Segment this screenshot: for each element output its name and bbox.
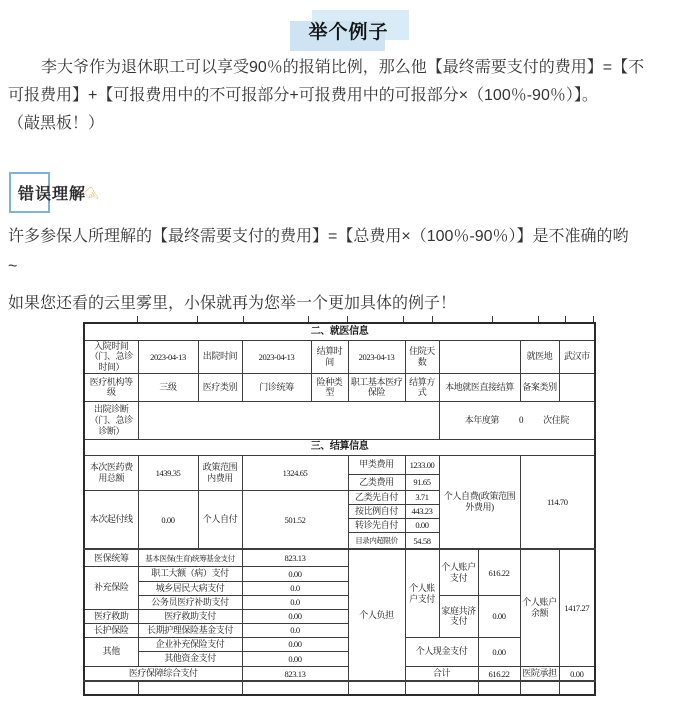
settle-deductible-value: 0.00: [138, 490, 198, 549]
title-bar: [0, 12, 697, 49]
cropped-row-cell: [478, 681, 520, 695]
settle-out-label: 个人自费(政策范围外费用): [439, 455, 520, 549]
cropped-row-cell: [559, 681, 595, 695]
detail-value: 443.23: [405, 504, 439, 518]
visit-r3-blank: [138, 401, 439, 439]
visit-r2-c2: 三级: [138, 373, 198, 401]
cropped-row-cell: [242, 681, 348, 695]
pay-ltc-item: 长期护理保险基金支付: [138, 623, 242, 637]
visit-r1-c7: 住院天数: [405, 340, 439, 373]
text-line: ~: [8, 258, 18, 275]
visit-r1-c1: 入院时间（门、急诊时间）: [84, 340, 138, 373]
pay-account-group-label: 个人账户支付: [405, 549, 439, 637]
settle-total-value: 1439.35: [138, 455, 198, 490]
visit-r2-c6: 职工基本医疗保险: [348, 373, 405, 401]
text-line: 如果您还看的云里雾里，小保就再为您举一个更加具体的例子！: [8, 295, 457, 312]
settle-policy-value: 1324.65: [242, 455, 348, 490]
pay-total-label: 合计: [405, 666, 478, 681]
pay-balance-label: 个人账户余额: [520, 549, 559, 666]
visit-r1-c5: 结算时间: [311, 340, 348, 373]
visit-r2-c5: 险种类型: [311, 373, 348, 401]
cropped-row-cell: [405, 681, 478, 695]
pay-family-label: 家庭共济支付: [439, 595, 478, 637]
visit-r1-c2: 2023-04-13: [138, 340, 198, 373]
pay-supp-item: 城乡居民大病支付: [138, 581, 242, 595]
settlement-scan-table: [83, 322, 596, 696]
text-line: 许多参保人所理解的【最终需要支付的费用】=【总费用×（100％-90％）】是不准确的哟: [8, 228, 629, 245]
pay-other-value: 0.00: [242, 637, 348, 651]
visit-r2-c9: 备案类别: [520, 373, 559, 401]
settle-selfpay-value: 501.52: [242, 490, 348, 549]
year-count-value: 0: [519, 414, 524, 425]
pay-total-value: 616.22: [478, 666, 520, 681]
visit-r1-c9: 就医地: [520, 340, 559, 373]
visit-r2-c10: [559, 373, 595, 401]
visit-r1-c3: 出院时间: [198, 340, 242, 373]
text-line: 李大爷作为退休职工可以享受90％的报销比例，那么他【最终需要支付的费用】=【不: [41, 59, 645, 76]
settle-deductible-label: 本次起付线: [84, 490, 138, 549]
visit-r3-label: 出院诊断（门、急诊诊断）: [84, 401, 138, 439]
settle-policy-label: 政策范围内费用: [198, 455, 242, 490]
detail-label: 乙类先自付: [348, 490, 405, 504]
visit-r2-c4: 门诊统筹: [242, 373, 311, 401]
pay-other-item: 其他资金支付: [138, 651, 242, 666]
section2-title: 二、就医信息: [84, 323, 595, 340]
visit-r1-c4: 2023-04-13: [242, 340, 311, 373]
detail-label: 甲类费用: [348, 455, 405, 474]
pay-supp-value: 0.0: [242, 595, 348, 609]
pay-supp-value: 0.00: [242, 566, 348, 581]
pay-other-value: 0.00: [242, 651, 348, 666]
pay-supp-item: 公务员医疗补助支付: [138, 595, 242, 609]
pay-cash-label: 个人现金支付: [405, 637, 478, 666]
visit-r3-note: [439, 401, 595, 439]
pay-cash-value: 0.00: [478, 637, 520, 666]
detail-value: 54.58: [405, 532, 439, 549]
pay-aid-value: 0.00: [242, 609, 348, 623]
cropped-row-cell: [84, 681, 138, 695]
settle-total-label: 本次医药费用总额: [84, 455, 138, 490]
pay-ltc-value: 0.0: [242, 623, 348, 637]
detail-label: 按比例自付: [348, 504, 405, 518]
transition-paragraph: [8, 290, 686, 318]
pay-pooled-item: 基本医保(生育)统筹基金支付: [138, 549, 242, 566]
visit-r2-c7: 结算方式: [405, 373, 439, 401]
settle-out-value: 114.70: [520, 455, 595, 549]
text-line: （敲黑板！）: [8, 115, 105, 132]
visit-r1-c6: 2023-04-13: [348, 340, 405, 373]
visit-r1-c8: [439, 340, 520, 373]
pay-other-label: 其他: [84, 637, 138, 666]
pay-ltc-label: 长护保险: [84, 623, 138, 637]
detail-label: 目录内超限价: [348, 532, 405, 549]
detail-label: 转诊先自付: [348, 518, 405, 532]
cropped-row-cell: [520, 681, 559, 695]
detail-value: 0.00: [405, 518, 439, 532]
section3-title: 三、结算信息: [84, 439, 595, 455]
pay-combined-value: 823.13: [242, 666, 348, 681]
visit-r2-c3: 医疗类别: [198, 373, 242, 401]
year-count-suffix: 次住院: [543, 414, 569, 425]
cropped-row-cell: [348, 681, 405, 695]
pay-aid-item: 医疗救助支付: [138, 609, 242, 623]
pay-family-value: 0.00: [478, 595, 520, 637]
pay-supp-label: 补充保险: [84, 566, 138, 609]
pay-balance-value: 1417.27: [559, 549, 595, 666]
pay-combined-label: 医疗保障综合支付: [84, 666, 242, 681]
detail-value: 91.65: [405, 474, 439, 490]
visit-r2-c1: 医疗机构等级: [84, 373, 138, 401]
pay-aid-label: 医疗救助: [84, 609, 138, 623]
year-count-prefix: 本年度第: [464, 414, 500, 425]
pay-hospital-label: 医院承担: [520, 666, 559, 681]
wrong-heading-label: 错误理解: [18, 186, 87, 203]
pointing-hand-icon: ☟: [80, 182, 104, 208]
pay-pooled-label: 医保统筹: [84, 549, 138, 566]
pay-burden-label: 个人负担: [348, 549, 405, 681]
detail-label: 乙类费用: [348, 474, 405, 490]
pay-supp-item: 职工大额（病）支付: [138, 566, 242, 581]
settle-selfpay-label: 个人自付: [198, 490, 242, 549]
wrong-paragraph: [8, 222, 686, 282]
pay-account-value: 616.22: [478, 549, 520, 595]
page-title: 举个例子: [296, 12, 400, 49]
pay-hospital-value: 0.00: [559, 666, 595, 681]
detail-value: 3.71: [405, 490, 439, 504]
wrong-understanding-heading: [8, 170, 308, 216]
text-line: 可报费用】+【可报费用中的不可报部分+可报费用中的可报部分×（100％-90％）】。: [8, 87, 598, 104]
visit-r2-c8: 本地就医直接结算: [439, 373, 520, 401]
pay-other-item: 企业补充保险支付: [138, 637, 242, 651]
cropped-row-cell: [138, 681, 242, 695]
pay-account-label: 个人账户支付: [439, 549, 478, 595]
detail-value: 1233.00: [405, 455, 439, 474]
intro-paragraph: [8, 54, 686, 138]
pay-pooled-value: 823.13: [242, 549, 348, 566]
visit-r1-c10: 武汉市: [559, 340, 595, 373]
pay-supp-value: 0.0: [242, 581, 348, 595]
